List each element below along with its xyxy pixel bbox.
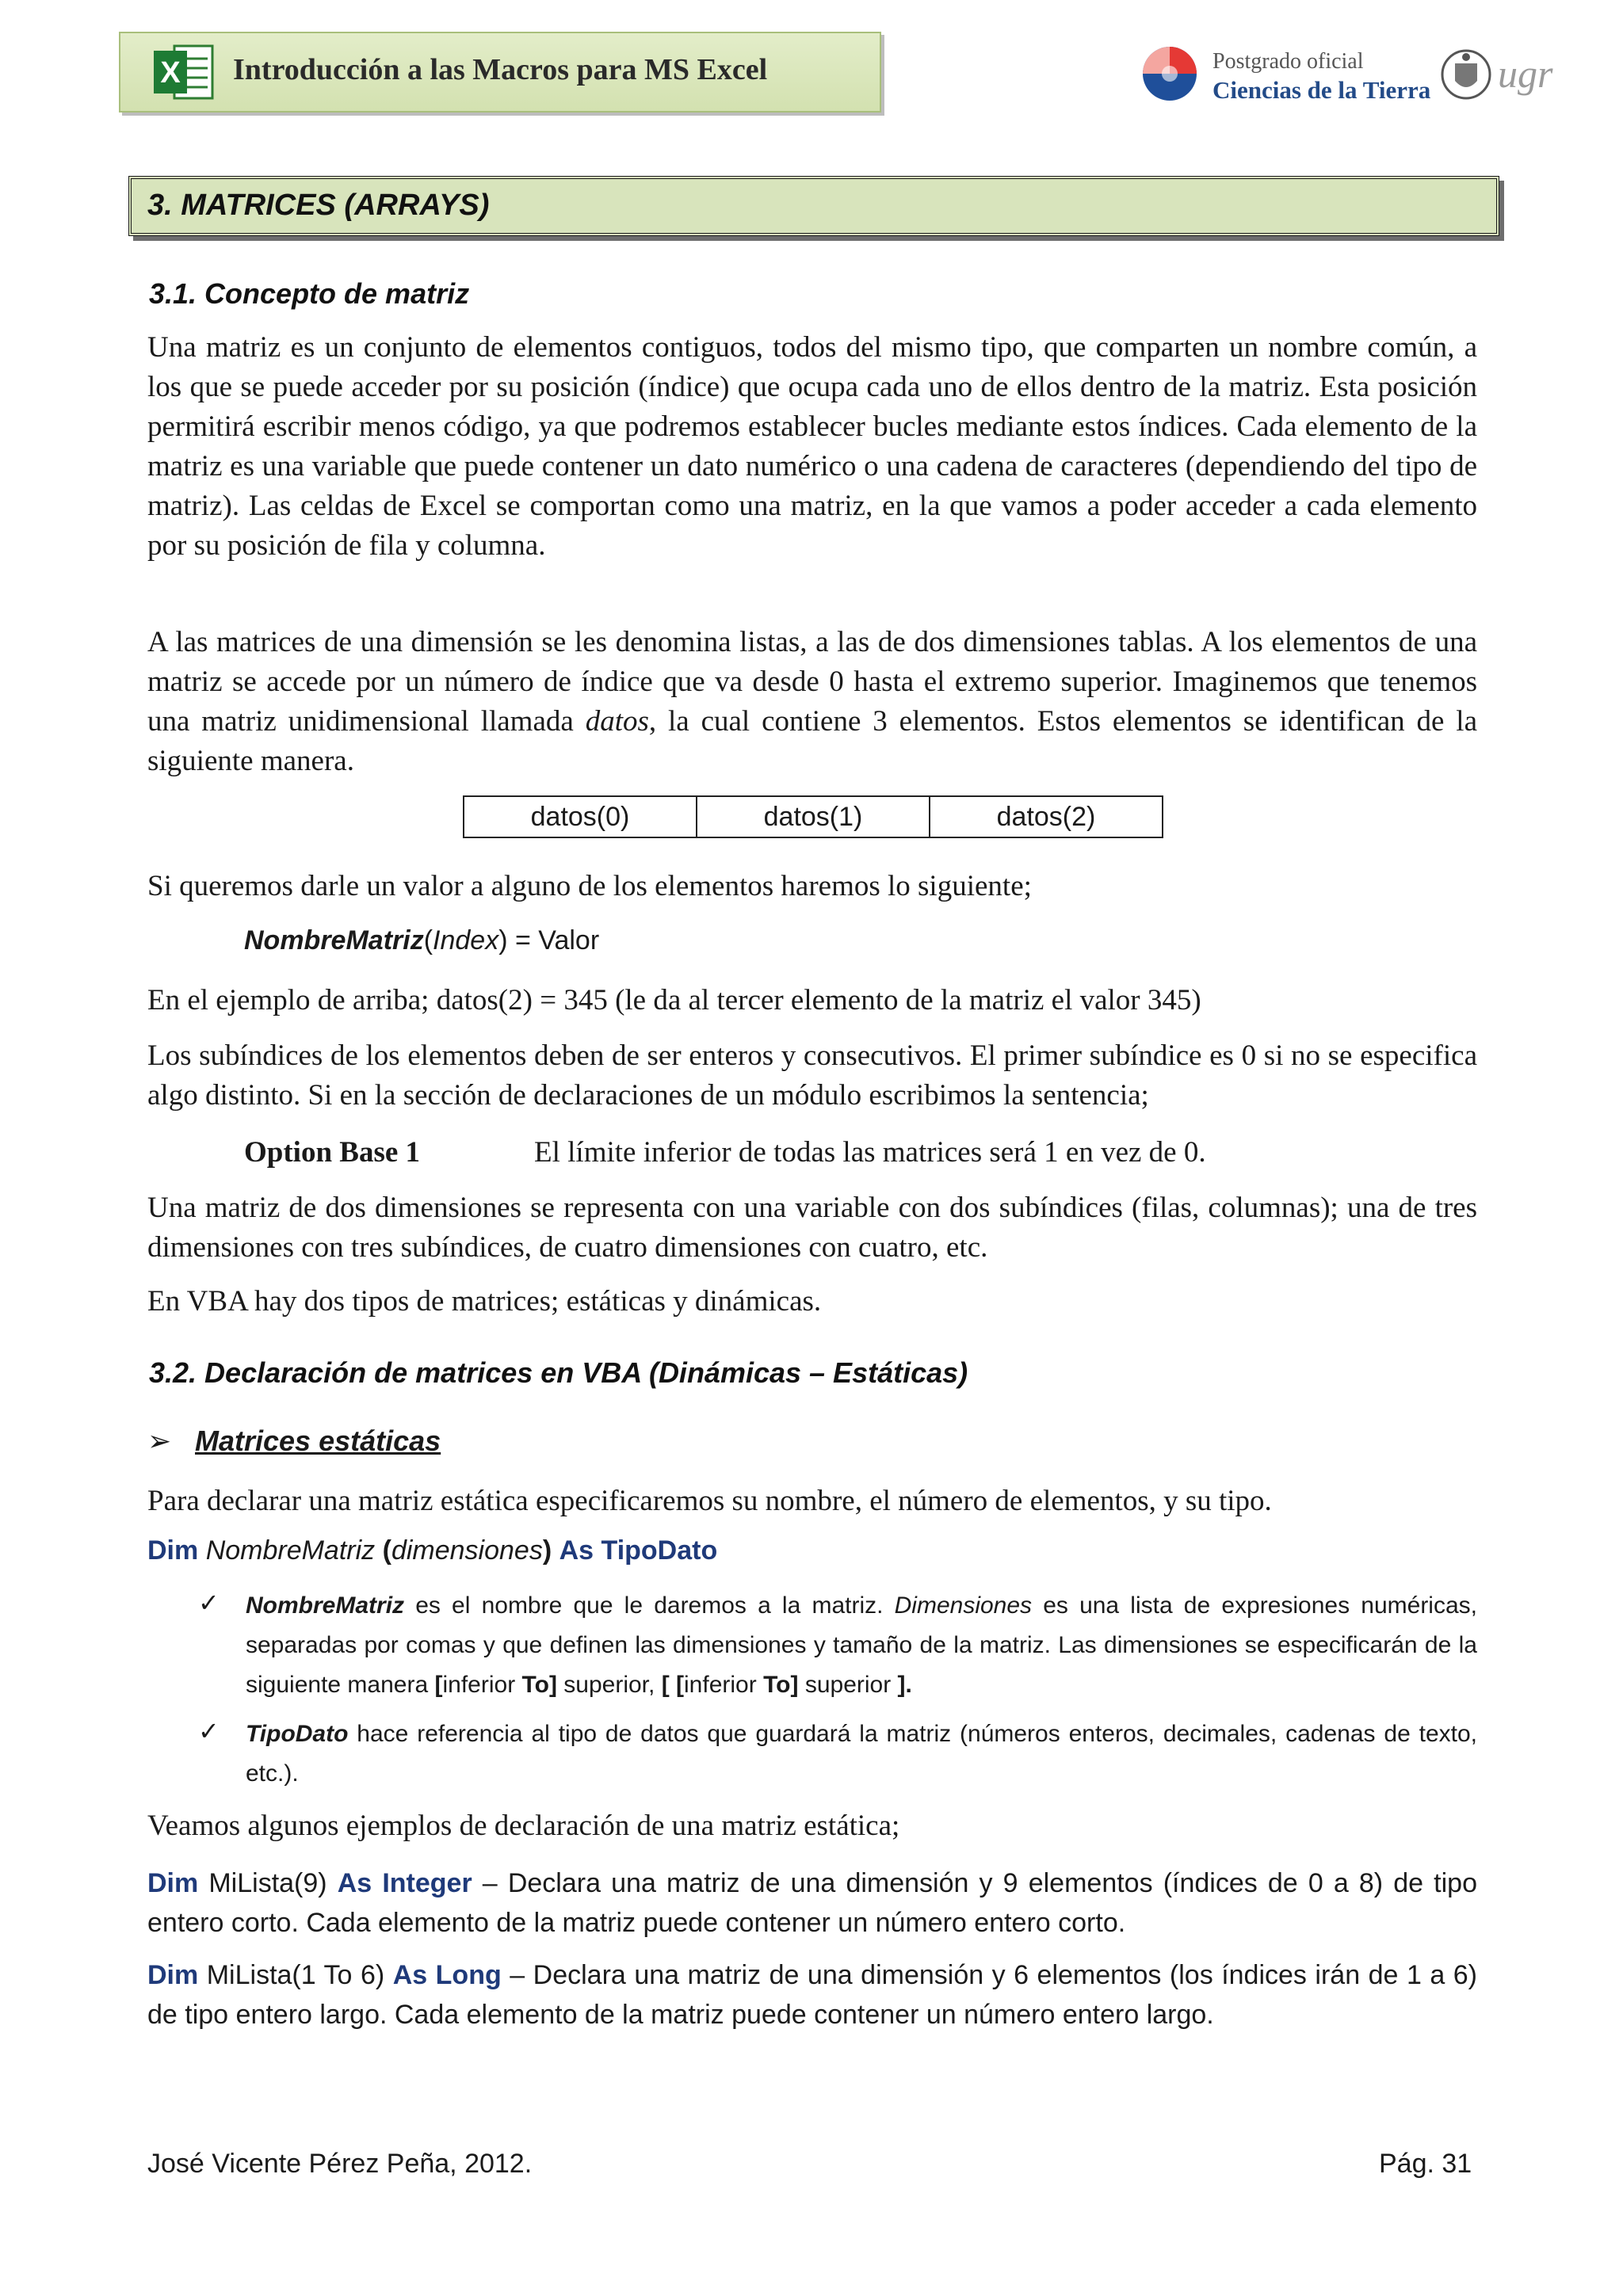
declaration-syntax — [147, 1535, 717, 1566]
table-cell: datos(1) — [697, 797, 930, 837]
paragraph-tipos: En VBA hay dos tipos de matrices; estáticas y dinámicas. — [147, 1285, 822, 1318]
option-base-keyword: Option Base 1 — [244, 1136, 421, 1169]
syntax-bracket: ]. — [897, 1672, 912, 1698]
bullet-tipodato — [246, 1714, 1477, 1794]
footer-page-number: Pág. 31 — [1379, 2149, 1472, 2179]
keyword-as-long: As Long — [392, 1960, 502, 1990]
code-text: MiLista(9) — [198, 1868, 338, 1898]
datos-table — [463, 795, 1163, 838]
header-title: Introducción a las Macros para MS Excel — [233, 53, 768, 86]
paragraph-ejemplos: Veamos algunos ejemplos de declaración de una matriz estática; — [147, 1810, 900, 1842]
keyword-as-tipodato: As TipoDato — [559, 1535, 718, 1566]
paragraph-declarar: Para declarar una matriz estática especificaremos su nombre, el número de elementos, y su tipo. — [147, 1485, 1272, 1517]
option-base-description: El límite inferior de todas las matrices será 1 en vez de 0. — [534, 1136, 1206, 1169]
example-text: – Declara una matriz de una dimensión y 9 elementos (índices de 0 a 8) de tipo entero corto. Cada elemento de la matriz puede contener un número entero corto. — [147, 1868, 1478, 1938]
header-banner — [119, 32, 881, 113]
keyword-dim: Dim — [147, 1535, 199, 1566]
syntax-paren: ) — [542, 1535, 552, 1566]
subsection-heading-declaracion: 3.2. Declaración de matrices en VBA (Dinámicas – Estáticas) — [149, 1356, 968, 1389]
paragraph-concepto: Una matriz es un conjunto de elementos contiguos, todos del mismo tipo, que comparten un nombre común, a los que se puede acceder por su posición (índice) que ocupa cada uno de ellos dentro de la matriz. Esta posición permitirá escribir menos código, ya que podremos establecer bucles mediante estos índices. Cada elemento de la matriz es una variable que puede contener un dato numérico o una cadena de caracteres (dependiendo del tipo de matriz). Las celdas de Excel se comportan como una matriz, en la que vamos a poder acceder a cada elemento por su posición de fila y columna. — [147, 331, 1477, 562]
syntax-text: inferior — [684, 1672, 764, 1698]
paragraph-dos-dimensiones: Una matriz de dos dimensiones se representa con una variable con dos subíndices (filas, columnas); una de tres dimensiones con tres subíndices, de cuatro dimensiones con cuatro, etc. — [147, 1192, 1477, 1264]
syntax-text: superior, — [556, 1672, 662, 1698]
code-text: MiLista(1 To 6) — [198, 1960, 393, 1990]
excel-logo-icon — [151, 40, 216, 105]
syntax-text: superior — [798, 1672, 898, 1698]
bullet-text: es el nombre que le daremos a la matriz. — [404, 1592, 895, 1619]
section-title: 3. MATRICES (ARRAYS) — [147, 189, 490, 222]
paragraph-dimensiones — [147, 623, 1477, 781]
syntax-keyword: To] — [763, 1672, 799, 1698]
subsection-heading-concepto: 3.1. Concepto de matriz — [149, 277, 470, 310]
syntax-rest: ) = Valor — [498, 925, 600, 955]
checkmark-icon: ✓ — [198, 1589, 220, 1617]
paragraph-text: A las matrices de una dimensión se les denomina listas, a las de dos dimensiones tablas. A los elementos de una matriz se accede por un número de índice que va desde 0 hasta el extremo superior. Imaginemos que tenemos una matriz unidimensional llamada — [147, 626, 1477, 738]
syntax-name: NombreMatriz — [244, 925, 424, 955]
paragraph-subindices: Los subíndices de los elementos deben de ser enteros y consecutivos. El primer subíndice es 0 si no se especifica algo distinto. Si en la sección de declaraciones de un módulo escribimos la sentencia; — [147, 1039, 1477, 1112]
university-logo-text: ugr — [1498, 51, 1553, 96]
keyword-as-integer: As Integer — [337, 1868, 472, 1898]
institution-subtitle: Postgrado oficial — [1212, 49, 1364, 74]
paragraph-text: , la cual contiene 3 elementos. Estos elementos se identifican de la siguiente manera. — [147, 705, 1477, 777]
syntax-text: inferior — [442, 1672, 522, 1698]
institution-logo-icon — [1140, 44, 1200, 104]
syntax-index: Index — [433, 925, 499, 955]
footer-author: José Vicente Pérez Peña, 2012. — [147, 2149, 533, 2179]
example-milista-long — [147, 1955, 1477, 2035]
svg-text:X: X — [160, 56, 181, 90]
section-title-box — [128, 176, 1499, 236]
syntax-bracket: [ [ — [661, 1672, 685, 1698]
bullet-nombrematriz — [246, 1586, 1477, 1705]
bullet-term: NombreMatriz — [246, 1592, 405, 1619]
bullet-term: Dimensiones — [894, 1592, 1033, 1619]
table-cell: datos(2) — [996, 802, 1096, 832]
example-milista-integer — [147, 1863, 1477, 1943]
syntax-name: NombreMatriz — [205, 1535, 376, 1566]
institution-name: Ciencias de la Tierra — [1212, 76, 1431, 104]
syntax-line — [244, 925, 599, 956]
bullet-text: es una lista de expresiones numéricas, separadas por comas y que definen las dimensiones y tamaño de la matriz. Las dimensiones se especificarán de la siguiente manera — [246, 1592, 1477, 1698]
option-base-line — [244, 1133, 1354, 1173]
paragraph-ejemplo: En el ejemplo de arriba; datos(2) = 345 (le da al tercer elemento de la matriz el valor 345) — [147, 984, 1201, 1016]
example-text: – Declara una matriz de una dimensión y 6 elementos (los índices irán de 1 a 6) de tipo entero largo. Cada elemento de la matriz puede contener un número entero largo. — [147, 1960, 1478, 2030]
syntax-bracket: [ — [434, 1672, 443, 1698]
university-crest-icon — [1439, 46, 1493, 103]
bullet-text: hace referencia al tipo de datos que guardará la matriz (números enteros, decimales, cadenas de texto, etc.). — [246, 1721, 1477, 1787]
table-cell: datos(0) — [464, 797, 697, 837]
matrices-estaticas-heading: Matrices estáticas — [195, 1425, 441, 1457]
keyword-dim: Dim — [147, 1868, 199, 1898]
paragraph-asignacion: Si queremos darle un valor a alguno de los elementos haremos lo siguiente; — [147, 870, 1032, 902]
syntax-dimensions: dimensiones — [391, 1535, 543, 1566]
bullet-term: TipoDato — [246, 1721, 349, 1747]
syntax-paren: ( — [382, 1535, 391, 1566]
keyword-dim: Dim — [147, 1960, 199, 1990]
arrow-bullet-icon: ➢ — [147, 1425, 172, 1457]
italic-term: datos — [585, 705, 649, 738]
checkmark-icon: ✓ — [198, 1717, 220, 1745]
syntax-paren: ( — [423, 925, 433, 955]
syntax-keyword: To] — [521, 1672, 557, 1698]
